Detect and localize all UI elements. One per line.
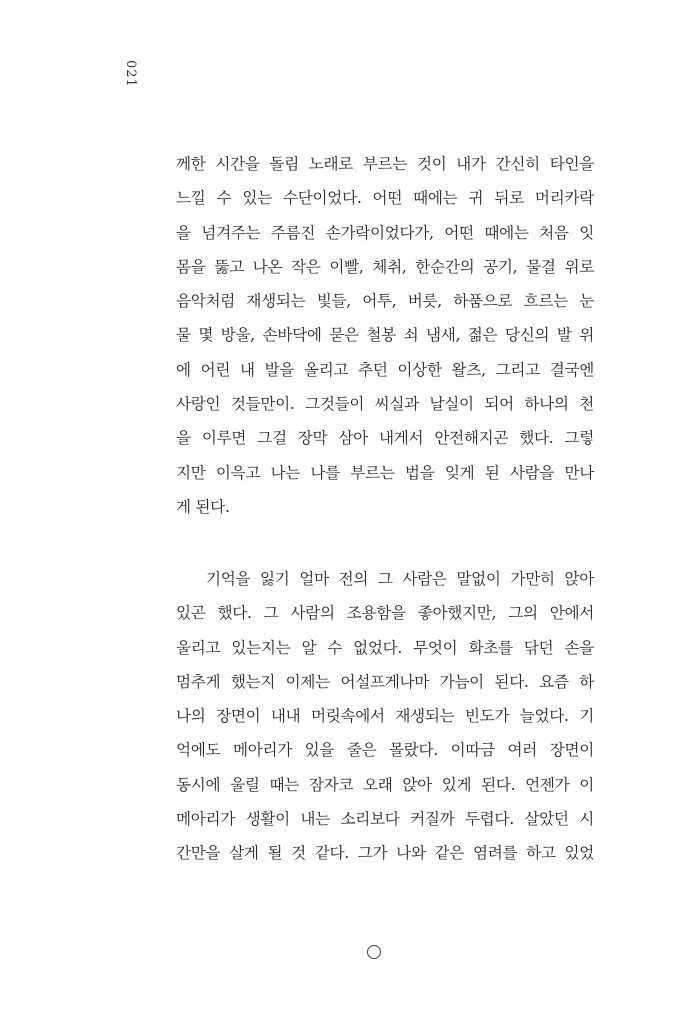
text-line: 멈추게 했는지 이제는 어설프게나마 가늠이 된다. 요즘 하	[176, 672, 594, 691]
text-line: 사랑인 것들만이. 그것들이 씨실과 날실이 되어 하나의 천	[176, 395, 594, 414]
text-line: 께한 시간을 돌림 노래로 부르는 것이 내가 간신히 타인을	[176, 155, 594, 173]
text-line: 몸을 뚫고 나온 작은 이빨, 체취, 한순간의 공기, 물결 위로	[176, 257, 594, 276]
text-line: 있곤 했다. 그 사람의 조용함을 좋아했지만, 그의 안에서	[176, 604, 594, 623]
text-line: 억에도 메아리가 있을 줄은 몰랐다. 이따금 여러 장면이	[176, 741, 594, 760]
text-line: 음악처럼 재생되는 빛들, 어투, 버릇, 하품으로 흐르는 눈	[176, 292, 594, 311]
text-line: 게 된다.	[176, 497, 230, 516]
text-line: 지만 이윽고 나는 나를 부르는 법을 잊게 된 사람을 만나	[176, 463, 594, 482]
circle-icon	[367, 945, 381, 959]
paragraph-1	[176, 147, 594, 524]
text-line: 물 몇 방울, 손바닥에 묻은 철봉 쇠 냄새, 젊은 당신의 발 위	[176, 326, 594, 345]
text-line: 나의 장면이 내내 머릿속에서 재생되는 빈도가 늘었다. 기	[176, 707, 594, 726]
text-line: 에 어린 내 발을 올리고 추던 이상한 왈츠, 그리고 결국엔	[176, 360, 594, 379]
text-line: 동시에 울릴 때는 잠자코 오래 앉아 있게 된다. 언젠가 이	[176, 775, 594, 794]
paragraph-2	[176, 562, 594, 871]
text-line: 을 이루면 그걸 장막 삼아 내게서 안전해지곤 했다. 그렇	[176, 429, 594, 448]
text-line: 기억을 잃기 얼마 전의 그 사람은 말없이 가만히 앉아	[206, 570, 594, 588]
text-line: 을 넘겨주는 주름진 손가락이었다가, 어떤 때에는 처음 잇	[176, 223, 594, 242]
text-line: 간만을 살게 될 것 같다. 그가 나와 같은 염려를 하고 있었	[176, 844, 594, 863]
text-line: 느낄 수 있는 수단이었다. 어떤 때에는 귀 뒤로 머리카락	[176, 189, 594, 208]
text-line: 울리고 있는지는 알 수 없었다. 무엇이 화초를 닦던 손을	[176, 638, 594, 657]
page-number: 021	[123, 60, 138, 88]
text-line: 메아리가 생활이 내는 소리보다 커질까 두렵다. 살았던 시	[176, 810, 594, 829]
